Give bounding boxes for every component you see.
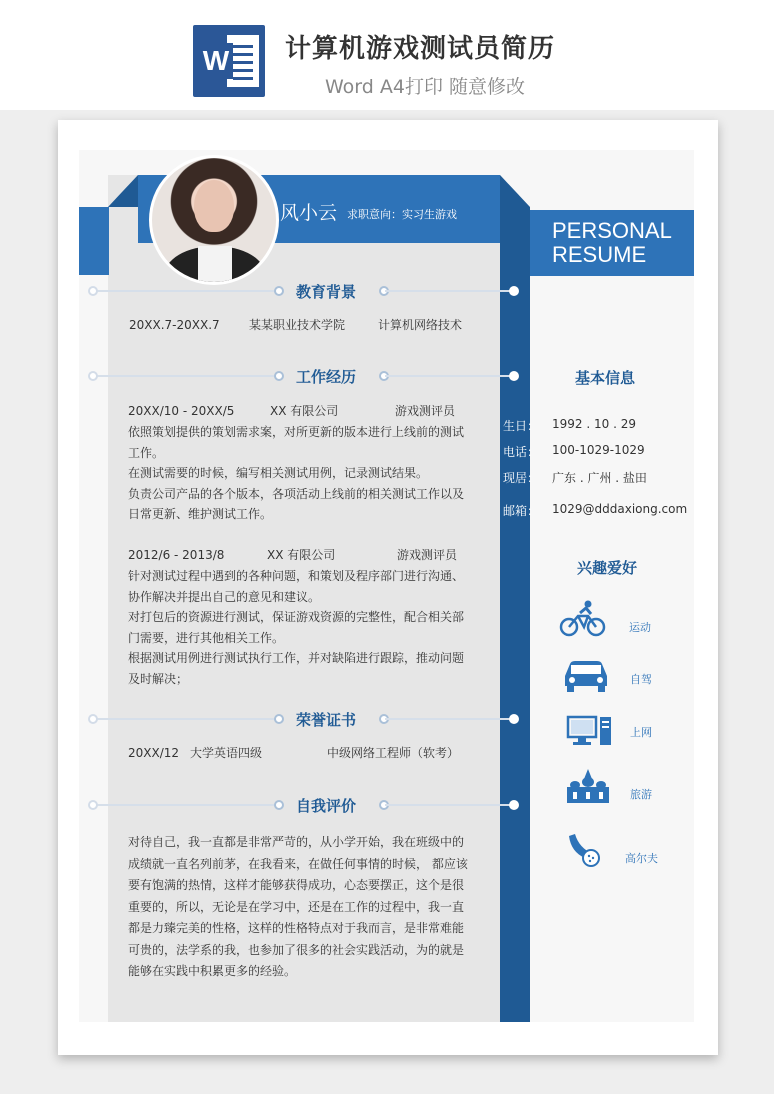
self-eval-line: 能够在实践中积累更多的经验。 — [128, 964, 297, 978]
honor-cert-1: 大学英语四级 — [190, 746, 263, 760]
word-letter: W — [199, 43, 233, 79]
candidate-name: 风小云 — [280, 202, 338, 224]
self-eval-line: 重要的，所以，无论是在学习中，还是在工作的过程中，我一直 — [128, 899, 465, 914]
work-title: 工作经历 — [296, 368, 357, 386]
section-line-left — [94, 718, 280, 720]
job2-desc — [128, 566, 464, 689]
residence-label: 现居： — [503, 471, 540, 485]
job-intent: 求职意向：实习生游戏 — [347, 208, 457, 221]
section-line-left — [94, 375, 280, 377]
job1-line: 日常更新、维护测试工作。 — [128, 507, 273, 521]
line-dot — [274, 800, 284, 810]
line-dot — [274, 286, 284, 296]
self-eval-line: 对待自己，我一直都是非常严苛的，从小学开始，我在班级中的 — [128, 835, 465, 849]
line-dot — [509, 800, 519, 810]
self-eval-line: 可贵的，法学系的我，也参加了很多的社会实践活动，为的就是 — [128, 942, 465, 957]
hobby-label-internet: 上网 — [630, 726, 652, 739]
email-value: 1029@dddaxiong.com — [552, 502, 688, 516]
job2-line: 根据测试用例进行测试执行工作，并对缺陷进行跟踪，推动问题 — [128, 651, 465, 665]
section-line-left — [94, 290, 280, 292]
honor-cert-2: 中级网络工程师（软考） — [327, 746, 460, 760]
section-line-right — [385, 290, 515, 292]
job2-line: 针对测试过程中遇到的各种问题，和策划及程序部门进行沟通、 — [128, 569, 465, 583]
hobby-label-drive: 自驾 — [630, 673, 652, 686]
residence-value: 广东 . 广州 . 盐田 — [552, 471, 647, 485]
job1-desc — [128, 422, 464, 525]
phone-label: 电话： — [503, 445, 540, 459]
email-label: 邮箱： — [503, 504, 540, 518]
line-dot — [274, 714, 284, 724]
hobby-label-sport: 运动 — [629, 621, 651, 634]
birthday-label: 生日： — [503, 419, 540, 433]
job2-line: 及时解决； — [128, 671, 189, 686]
job2-company: XX 有限公司 — [267, 548, 336, 562]
edu-major: 计算机网络技术 — [378, 318, 463, 332]
education-title: 教育背景 — [296, 283, 357, 301]
golf-icon — [563, 832, 613, 870]
section-line-right — [385, 375, 515, 377]
section-line-right — [385, 804, 515, 806]
job2-period: 2012/6 - 2013/8 — [128, 548, 225, 562]
self-eval-line: 要有饱满的热情，这样才能够获得成功，心态要摆正，这个是很 — [128, 878, 465, 892]
self-eval-line: 都是力臻完美的性格，这样的性格特点对于我而言，是非常难能 — [128, 921, 465, 935]
birthday-value: 1992 . 10 . 29 — [552, 417, 636, 431]
header-title: 计算机游戏测试员简历 — [285, 34, 556, 64]
avatar-face — [194, 180, 234, 232]
right-dark-strip — [500, 207, 530, 1022]
honor-date: 20XX/12 — [128, 746, 180, 760]
fold-right — [500, 175, 530, 207]
avatar-shirt — [198, 246, 232, 285]
job1-role: 游戏测评员 — [395, 404, 456, 418]
section-line-right — [385, 718, 515, 720]
hobby-label-travel: 旅游 — [630, 788, 652, 801]
word-icon — [193, 25, 265, 97]
landmark-icon — [563, 767, 613, 805]
job2-line: 门需要，进行其他相关工作。 — [128, 630, 285, 645]
job1-line: 依照策划提供的策划需求案，对所更新的版本进行上线前的测试 — [128, 425, 465, 439]
basic-info-title: 基本信息 — [575, 369, 636, 387]
job2-line: 协作解决并提出自己的意见和建议。 — [128, 589, 321, 604]
line-dot — [509, 371, 519, 381]
personal-resume-text — [552, 219, 672, 267]
line-dot — [509, 286, 519, 296]
self-eval-title: 自我评价 — [296, 797, 357, 815]
job2-role: 游戏测评员 — [397, 548, 458, 562]
header-subtitle: Word A4打印 随意修改 — [325, 76, 526, 98]
section-line-left — [94, 804, 280, 806]
line-dot — [274, 371, 284, 381]
self-eval-text — [128, 832, 468, 983]
avatar — [149, 155, 279, 285]
line-dot — [88, 714, 98, 724]
honors-title: 荣誉证书 — [296, 711, 357, 729]
cycling-icon — [558, 600, 608, 638]
hobby-label-golf: 高尔夫 — [625, 852, 658, 865]
line-dot — [509, 714, 519, 724]
job1-period: 20XX/10 - 20XX/5 — [128, 404, 235, 418]
job1-line: 在测试需要的时候，编写相关测试用例，记录测试结果。 — [128, 466, 429, 480]
computer-icon — [565, 712, 615, 750]
hobbies-title: 兴趣爱好 — [577, 559, 638, 577]
job2-line: 对打包后的资源进行测试，保证游戏资源的完整性，配合相关部 — [128, 610, 465, 624]
phone-value: 100-1029-1029 — [552, 443, 645, 457]
job1-line: 工作。 — [128, 445, 165, 460]
car-icon — [561, 656, 611, 694]
job1-line: 负责公司产品的各个版本，各项活动上线前的相关测试工作以及 — [128, 486, 465, 501]
banner-line-1: PERSONAL — [552, 218, 672, 243]
edu-period: 20XX.7-20XX.7 — [129, 318, 220, 332]
page-header — [0, 0, 774, 110]
edu-school: 某某职业技术学院 — [249, 318, 346, 332]
fold-left — [108, 175, 138, 207]
line-dot — [88, 800, 98, 810]
self-eval-line: 成绩就一直名列前茅，在我看来，在做任何事情的时候， 都应该 — [128, 856, 468, 871]
job1-company: XX 有限公司 — [270, 404, 339, 418]
line-dot — [88, 371, 98, 381]
banner-line-2: RESUME — [552, 242, 647, 267]
line-dot — [88, 286, 98, 296]
left-blue-bar — [79, 207, 109, 275]
